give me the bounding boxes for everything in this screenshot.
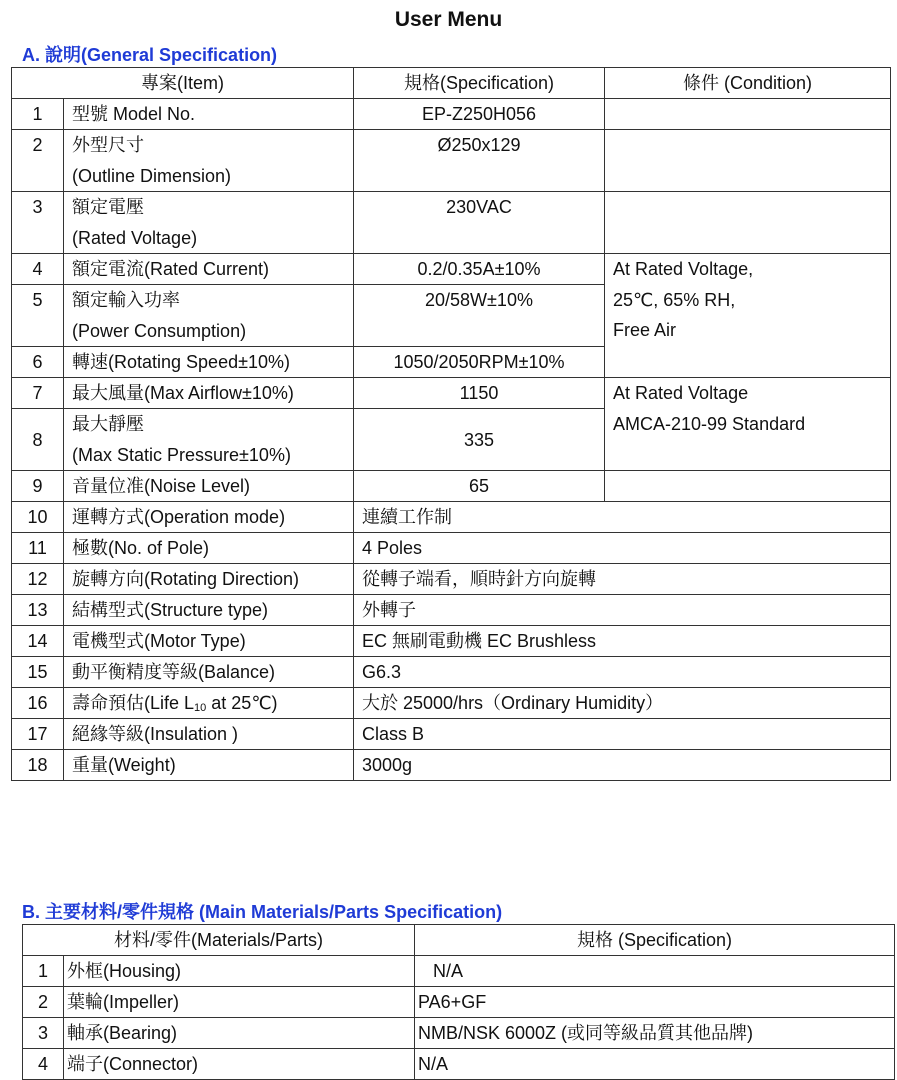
table-row <box>12 192 891 254</box>
row-number: 2 <box>12 130 64 192</box>
row-number: 18 <box>12 750 64 781</box>
table-row <box>23 1018 895 1049</box>
table-row <box>12 378 891 409</box>
item-line: 最大靜壓 <box>72 414 144 434</box>
item-cell: 旋轉方向(Rotating Direction) <box>64 564 354 595</box>
table-header-row <box>23 925 895 956</box>
item-cell <box>64 688 354 719</box>
item-cell: 音量位准(Noise Level) <box>64 471 354 502</box>
condition-cell <box>605 471 891 502</box>
item-cell: 最大風量(Max Airflow±10%) <box>64 378 354 409</box>
header-spec: 規格(Specification) <box>354 68 605 99</box>
spec-cell: 1150 <box>354 378 605 409</box>
condition-cell <box>605 130 891 192</box>
item-cell: 重量(Weight) <box>64 750 354 781</box>
row-number: 6 <box>12 347 64 378</box>
condition-cell-rated <box>605 254 891 378</box>
row-number: 8 <box>12 409 64 471</box>
table-row <box>12 688 891 719</box>
row-number: 3 <box>23 1018 64 1049</box>
condition-line: Free Air <box>613 320 677 340</box>
item-cell <box>64 130 354 192</box>
row-number: 7 <box>12 378 64 409</box>
item-cell: 動平衡精度等級(Balance) <box>64 657 354 688</box>
spec-cell-wide: EC 無刷電動機 EC Brushless <box>354 626 891 657</box>
row-number: 16 <box>12 688 64 719</box>
spec-cell: 20/58W±10% <box>354 285 605 347</box>
section-a-heading: A. 說明(General Specification) <box>22 45 278 65</box>
item-line: (Power Consumption) <box>72 320 247 341</box>
spec-cell-wide: 從轉子端看，順時針方向旋轉 <box>354 564 891 595</box>
item-cell: 額定電流(Rated Current) <box>64 254 354 285</box>
condition-line: AMCA-210-99 Standard <box>613 413 806 434</box>
item-cell <box>64 285 354 347</box>
item-cell: 運轉方式(Operation mode) <box>64 502 354 533</box>
row-number: 11 <box>12 533 64 564</box>
part-cell: 軸承(Bearing) <box>64 1018 415 1049</box>
spec-cell: 0.2/0.35A±10% <box>354 254 605 285</box>
item-cell: 極數(No. of Pole) <box>64 533 354 564</box>
condition-line: 25℃, 65% RH, <box>613 289 736 310</box>
row-number: 9 <box>12 471 64 502</box>
item-cell: 電機型式(Motor Type) <box>64 626 354 657</box>
condition-cell <box>605 99 891 130</box>
spec-cell: N/A <box>415 956 895 987</box>
table-row <box>12 719 891 750</box>
row-number: 3 <box>12 192 64 254</box>
table-row <box>12 750 891 781</box>
table-row <box>23 1049 895 1080</box>
table-row <box>23 987 895 1018</box>
spec-cell: Ø250x129 <box>354 130 605 192</box>
spec-cell: NMB/NSK 6000Z (或同等級品質其他品牌) <box>415 1018 895 1049</box>
spec-cell: PA6+GF <box>415 987 895 1018</box>
item-text: 壽命預估(Life L <box>72 693 195 713</box>
table-row <box>12 502 891 533</box>
spec-cell-wide: 大於 25000/hrs（Ordinary Humidity） <box>354 688 891 719</box>
table-row <box>12 564 891 595</box>
spec-cell: 230VAC <box>354 192 605 254</box>
part-cell: 外框(Housing) <box>64 956 415 987</box>
item-line: (Outline Dimension) <box>72 165 232 186</box>
table-row <box>12 626 891 657</box>
item-subscript: 10 <box>194 702 207 714</box>
spec-cell: EP-Z250H056 <box>354 99 605 130</box>
spec-cell-wide: 外轉子 <box>354 595 891 626</box>
spec-cell-wide: 4 Poles <box>354 533 891 564</box>
materials-table <box>22 924 895 1080</box>
item-cell: 轉速(Rotating Speed±10%) <box>64 347 354 378</box>
condition-cell-airflow <box>605 378 891 471</box>
header-item: 專案(Item) <box>12 68 354 99</box>
item-cell <box>64 409 354 471</box>
row-number: 13 <box>12 595 64 626</box>
general-spec-table <box>11 67 891 781</box>
row-number: 1 <box>23 956 64 987</box>
table-row <box>12 471 891 502</box>
row-number: 5 <box>12 285 64 347</box>
item-line: 外型尺寸 <box>72 135 144 155</box>
item-text: at 25℃) <box>206 693 278 713</box>
row-number: 4 <box>12 254 64 285</box>
spec-cell: 335 <box>354 409 605 471</box>
section-b-heading: B. 主要材料/零件規格 (Main Materials/Parts Specification) <box>22 902 503 922</box>
row-number: 2 <box>23 987 64 1018</box>
row-number: 12 <box>12 564 64 595</box>
page-title: User Menu <box>394 8 503 31</box>
table-row <box>12 130 891 192</box>
table-header-row <box>12 68 891 99</box>
row-number: 17 <box>12 719 64 750</box>
table-row <box>12 595 891 626</box>
table-row <box>12 254 891 285</box>
item-line: (Rated Voltage) <box>72 227 198 248</box>
spec-cell-wide: 連續工作制 <box>354 502 891 533</box>
spec-cell-wide: Class B <box>354 719 891 750</box>
table-row <box>12 657 891 688</box>
header-part: 材料/零件(Materials/Parts) <box>23 925 415 956</box>
condition-line: At Rated Voltage, <box>613 259 754 279</box>
item-line: (Max Static Pressure±10%) <box>72 444 291 465</box>
spec-cell-wide: G6.3 <box>354 657 891 688</box>
spec-cell: 1050/2050RPM±10% <box>354 347 605 378</box>
table-row <box>23 956 895 987</box>
spec-cell: N/A <box>415 1049 895 1080</box>
part-cell: 端子(Connector) <box>64 1049 415 1080</box>
header-condition: 條件 (Condition) <box>605 68 891 99</box>
row-number: 10 <box>12 502 64 533</box>
condition-line: At Rated Voltage <box>613 383 749 403</box>
table-row <box>12 533 891 564</box>
item-cell: 型號 Model No. <box>64 99 354 130</box>
spec-cell-wide: 3000g <box>354 750 891 781</box>
row-number: 14 <box>12 626 64 657</box>
part-cell: 葉輪(Impeller) <box>64 987 415 1018</box>
table-row <box>12 99 891 130</box>
header-spec: 規格 (Specification) <box>415 925 895 956</box>
row-number: 4 <box>23 1049 64 1080</box>
item-cell <box>64 192 354 254</box>
item-cell: 結構型式(Structure type) <box>64 595 354 626</box>
row-number: 15 <box>12 657 64 688</box>
spec-cell: 65 <box>354 471 605 502</box>
item-line: 額定輸入功率 <box>72 290 180 310</box>
item-line: 額定電壓 <box>72 197 144 217</box>
item-cell: 絕緣等級(Insulation ) <box>64 719 354 750</box>
condition-cell <box>605 192 891 254</box>
row-number: 1 <box>12 99 64 130</box>
